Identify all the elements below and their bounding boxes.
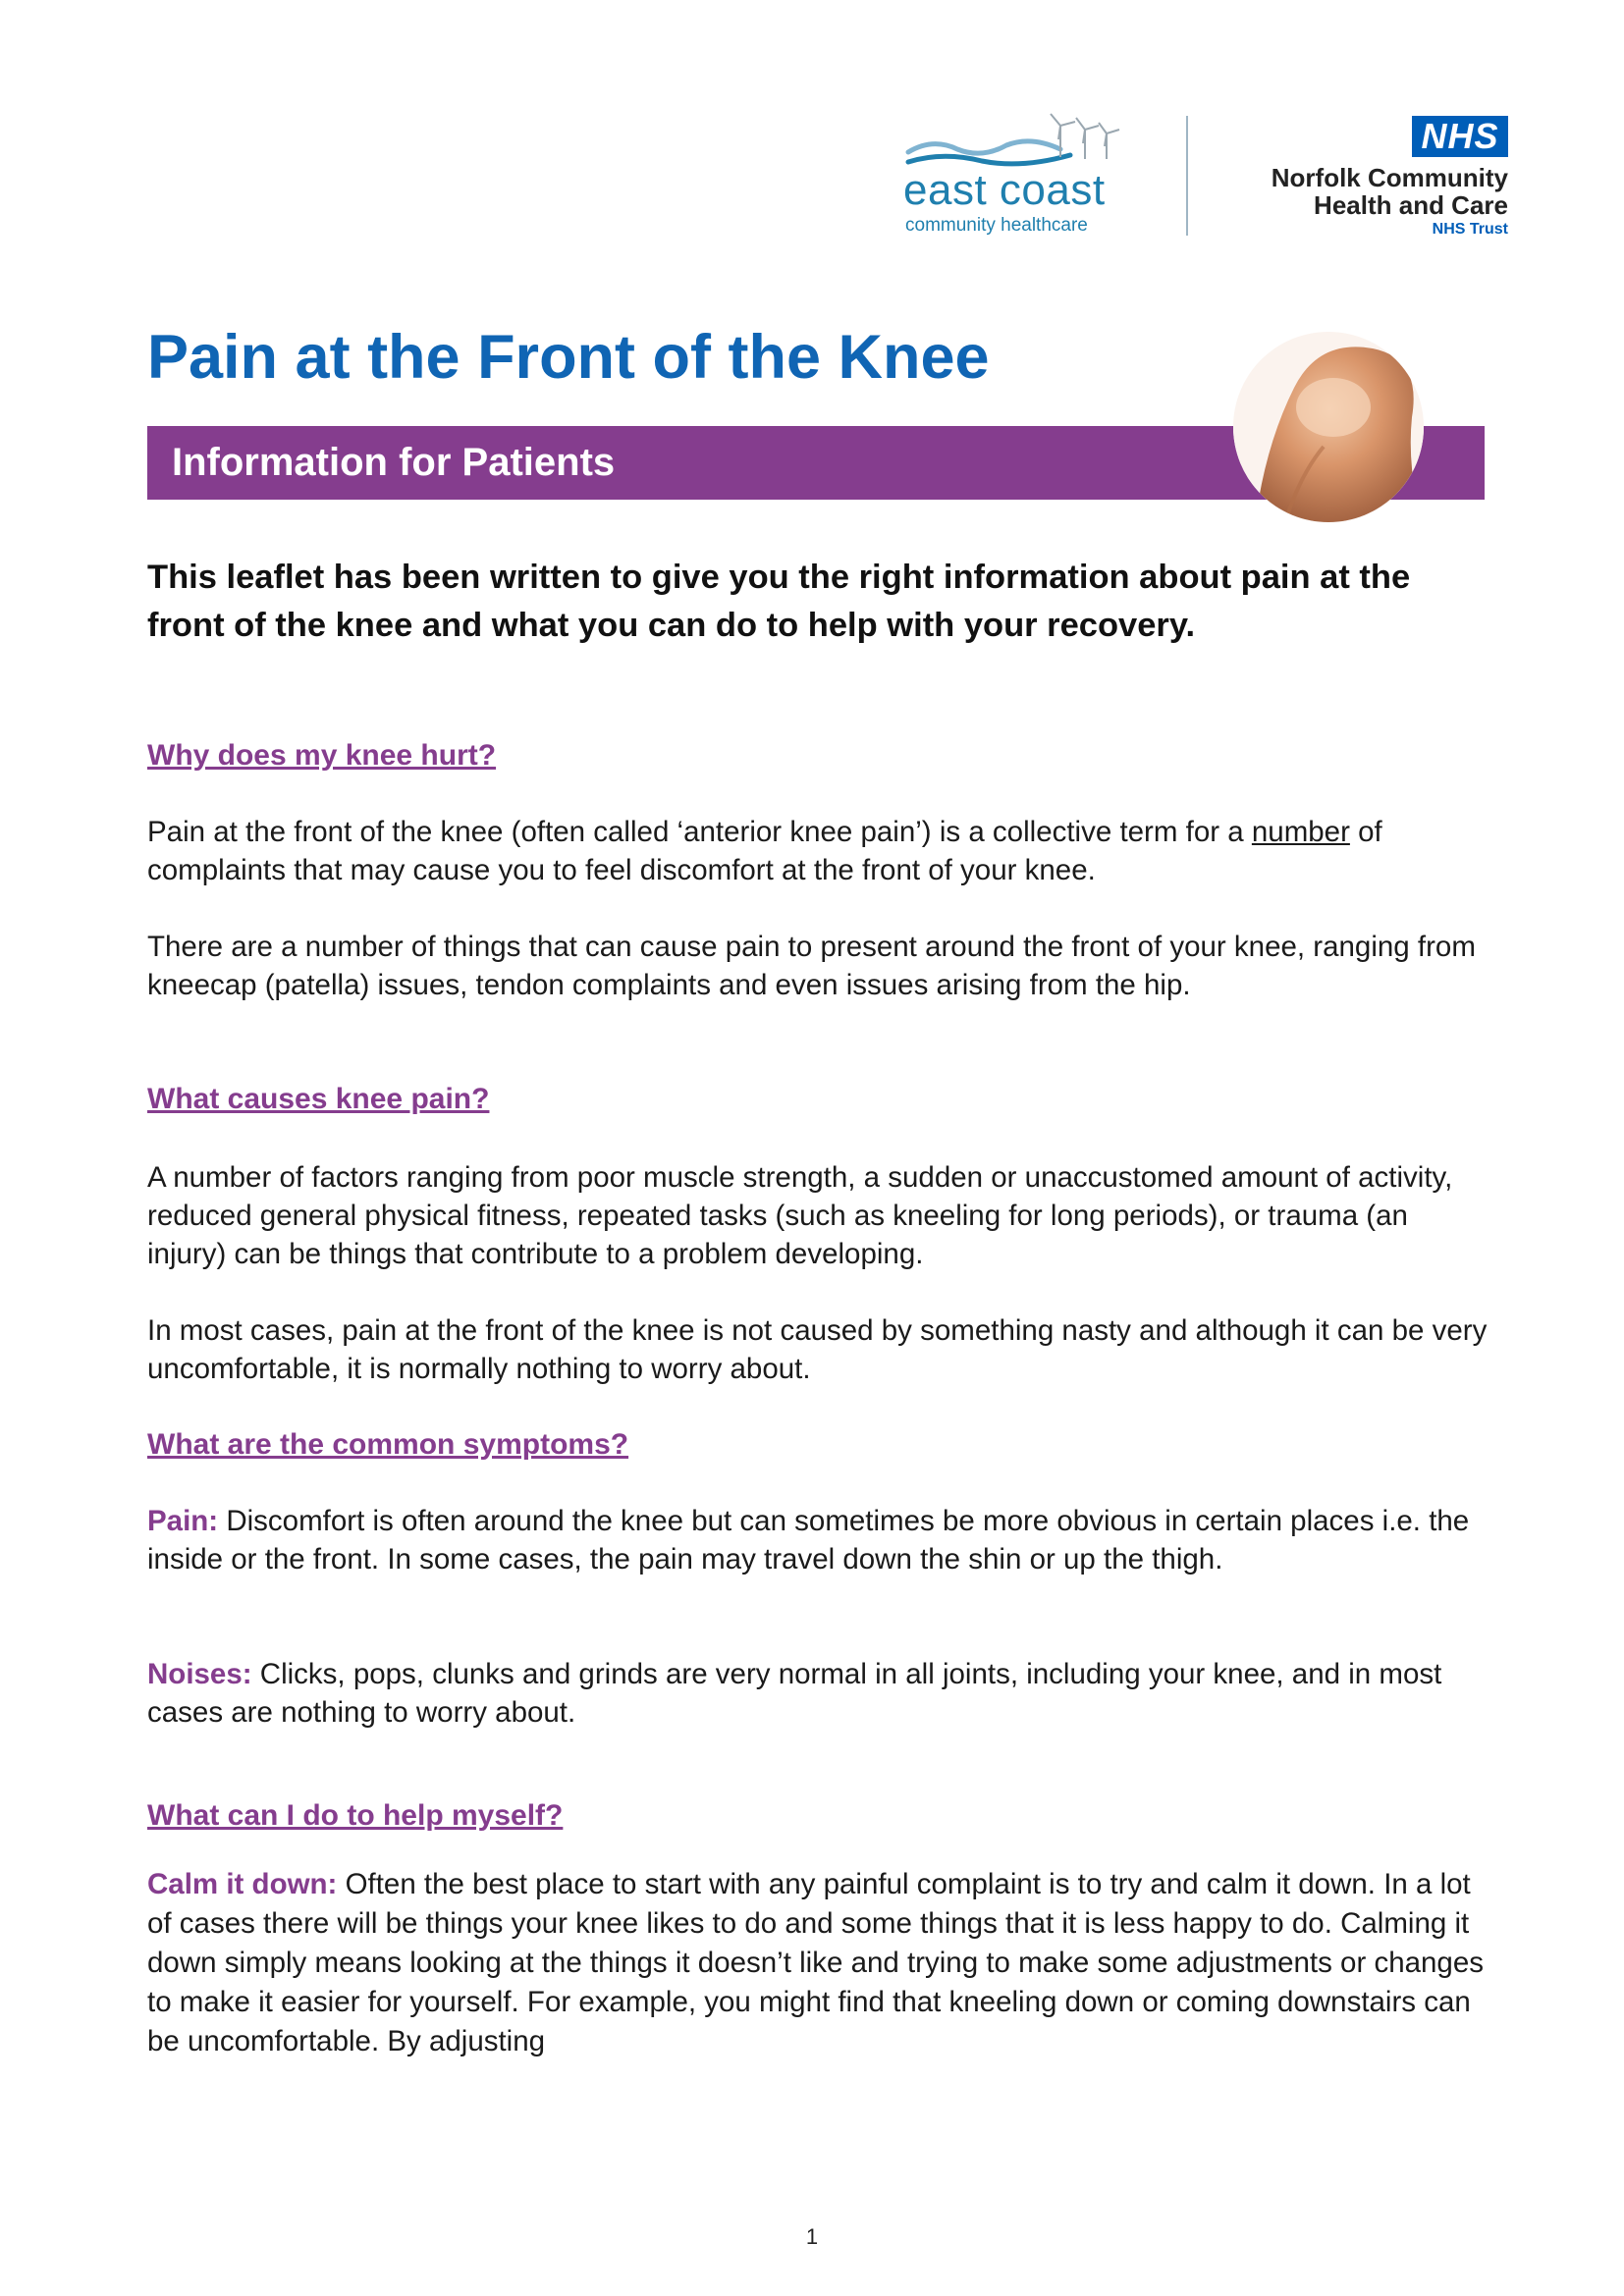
calm-it-down-label: Calm it down: [147, 1868, 338, 1900]
trust-name-line3: NHS Trust [1432, 221, 1508, 238]
noises-label: Noises: [147, 1658, 252, 1690]
trust-name-line1: Norfolk Community [1271, 163, 1508, 192]
paragraph-why-2: There are a number of things that can cause pain to present around the front of your knee, ranging from kneecap (patella) issues, tendon complaints and even issues arising from the hip. [147, 931, 1476, 1001]
paragraph-causes-2: In most cases, pain at the front of the knee is not caused by something nasty and although it can be very uncomfortable, it is normally nothing to worry about. [147, 1314, 1488, 1385]
east-coast-wordmark: east coast [903, 166, 1106, 214]
east-coast-logo-icon [903, 108, 1139, 169]
heading-common-symptoms: What are the common symptoms? [147, 1428, 629, 1461]
page-number: 1 [805, 2224, 819, 2249]
east-coast-subtitle: community healthcare [905, 215, 1088, 236]
intro-statement: This leaflet has been written to give you the right information about pain at the front of the knee and what you can do to help with your recovery. [147, 559, 1411, 644]
paragraph-causes-1: A number of factors ranging from poor muscle strength, a sudden or unaccustomed amount of activity, reduced general physical fitness, repeated tasks (such as kneeling for long periods), or trauma (an injury) can be things that contribute to a problem developing. [147, 1161, 1453, 1270]
paragraph-calm-it-down: Calm it down: Often the best place to start with any painful complaint is to try and calm it down. In a lot of cases there will be things your knee likes to do and some things that it is less happy to do. Calming it down simply means looking at the things it doesn’t like and trying to make some adjustments or changes to make it easier for yourself. For example, you might find that kneeling down or coming downstairs can be uncomfortable. By adjusting [147, 1868, 1484, 2057]
paragraph-why-1: Pain at the front of the knee (often called ‘anterior knee pain’) is a collective term for a number of complaints that may cause you to feel discomfort at the front of your knee. [147, 816, 1382, 886]
knee-photo-image [1225, 329, 1432, 525]
paragraph-pain: Pain: Discomfort is often around the knee but can sometimes be more obvious in certain places i.e. the inside or the front. In some cases, the pain may travel down the shin or up the thigh. [147, 1505, 1470, 1575]
heading-what-causes-knee-pain: What causes knee pain? [147, 1083, 490, 1115]
header-logos [864, 79, 1551, 285]
banner-text: Information for Patients [172, 441, 616, 484]
trust-name-line2: Health and Care [1314, 190, 1508, 220]
logo-divider [1186, 116, 1188, 236]
heading-help-myself: What can I do to help myself? [147, 1799, 564, 1832]
page-title: Pain at the Front of the Knee [147, 323, 990, 392]
nhs-logo: NHS [1412, 116, 1508, 157]
heading-why-does-my-knee-hurt: Why does my knee hurt? [147, 739, 497, 772]
paragraph-noises: Noises: Clicks, pops, clunks and grinds are very normal in all joints, including your knee, and in most cases are nothing to worry about. [147, 1658, 1442, 1729]
pain-label: Pain: [147, 1505, 219, 1537]
underlined-word: number [1251, 816, 1350, 848]
